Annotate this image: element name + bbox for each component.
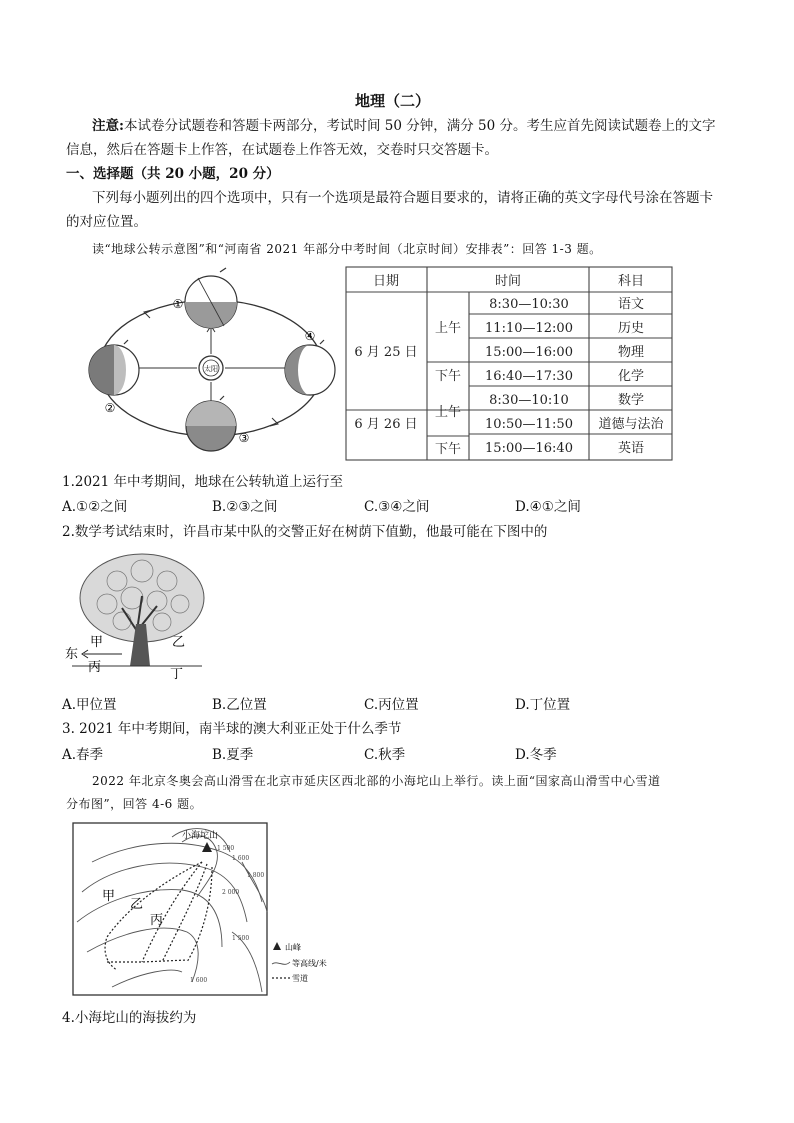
subject-cell: 物理 [617, 345, 645, 360]
map-legend [272, 942, 327, 983]
time-cell: 16:40—17:30 [485, 369, 573, 384]
legend-peak: 山峰 [285, 943, 301, 952]
question-2-stem: 2.数学考试结束时，许昌市某中队的交警正好在树荫下值勤，他最可能在下图中的 [62, 524, 548, 540]
day1-am: 上午 [434, 321, 462, 336]
question-3-options [0, 743, 794, 767]
option-c[interactable]: C.秋季 [364, 747, 406, 763]
notice-text-1: 本试卷分试题卷和答题卡两部分，考试时间 50 分钟，满分 50 分。考生应首先阅读试题卷上的文字 [123, 118, 716, 134]
peak-name: 小海坨山 [182, 831, 219, 841]
day2-pm: 下午 [434, 442, 462, 457]
option-b[interactable]: B.乙位置 [212, 697, 267, 713]
subject-cell: 化学 [617, 369, 645, 384]
question-3-stem: 3. 2021 年中考期间，南半球的澳大利亚正处于什么季节 [62, 721, 402, 737]
question-2-options [0, 693, 794, 717]
page-title: 地理（二） [355, 92, 431, 110]
legend-contour-icon [272, 962, 290, 964]
option-a[interactable]: A.①②之间 [62, 499, 128, 515]
question-4-stem: 4.小海坨山的海拔约为 [62, 1010, 197, 1026]
day1-date: 6 月 25 日 [354, 345, 418, 360]
subject-cell: 数学 [617, 393, 645, 408]
legend-peak-icon [273, 942, 281, 950]
notice-line-2: 信息，然后在答题卡上作答，在试题卷上作答无效，交卷时只交答题卡。 [66, 142, 498, 158]
option-d[interactable]: D.丁位置 [515, 697, 571, 713]
read-prompt-2-line-1: 2022 年北京冬奥会高山滑雪在北京市延庆区西北部的小海坨山上举行。读上面“国家高山滑雪中心雪道 [92, 774, 661, 788]
option-a[interactable]: A.春季 [62, 747, 104, 763]
legend-trail: 雪道 [292, 974, 308, 983]
notice-line-1 [92, 114, 716, 138]
option-d[interactable]: D.④①之间 [515, 499, 581, 515]
earth-position-3 [186, 396, 236, 451]
notice-label: 注意: [92, 118, 124, 134]
sun-label: 太阳 [204, 365, 218, 373]
day2-date: 6 月 26 日 [354, 417, 418, 432]
contour-label: 1 500 [217, 845, 235, 852]
orbit-diagram [80, 266, 342, 456]
map-label-yi: 乙 [130, 897, 144, 912]
option-c[interactable]: C.丙位置 [364, 697, 419, 713]
instruction-line-1: 下列每小题列出的四个选项中，只有一个选项是最符合题目要求的，请将正确的英文字母代号涂在答题卡 [92, 190, 713, 206]
day2-am: 上午 [434, 405, 462, 420]
tree-label-jia: 甲 [90, 635, 104, 650]
east-label: 东 [65, 647, 79, 662]
tree-shadow-figure [62, 546, 212, 681]
tree-label-bing: 丙 [88, 660, 102, 675]
option-a[interactable]: A.甲位置 [62, 697, 117, 713]
orbit-label-3: ③ [238, 431, 250, 445]
section-heading: 一、选择题（共 20 小题，20 分） [66, 166, 280, 182]
time-cell: 15:00—16:40 [485, 441, 573, 456]
legend-contour: 等高线/米 [292, 959, 327, 968]
subject-cell: 道德与法治 [598, 417, 664, 432]
contour-label: 1 800 [247, 872, 265, 879]
time-cell: 10:50—11:50 [485, 417, 573, 432]
time-cell: 8:30—10:30 [489, 297, 569, 312]
read-prompt-1: 读“地球公转示意图”和“河南省 2021 年部分中考时间（北京时间）安排表”：回答 1-3 题。 [92, 242, 602, 256]
subject-cell: 历史 [617, 321, 645, 336]
contour-label: 1 600 [190, 977, 208, 984]
contour-label: 1 500 [232, 935, 250, 942]
instruction-line-2: 的对应位置。 [66, 214, 147, 230]
tree-label-yi: 乙 [172, 635, 186, 650]
time-cell: 15:00—16:00 [485, 345, 573, 360]
orbit-label-1: ① [172, 297, 184, 311]
time-cell: 8:30—10:10 [489, 393, 569, 408]
ski-trail-contour-map [72, 822, 334, 998]
header-subject: 科目 [617, 274, 645, 289]
map-label-bing: 丙 [150, 913, 164, 928]
contour-label: 2 000 [222, 889, 240, 896]
earth-position-2 [89, 340, 139, 395]
header-time: 时间 [494, 274, 522, 289]
option-b[interactable]: B.②③之间 [212, 499, 278, 515]
option-d[interactable]: D.冬季 [515, 747, 557, 763]
subject-cell: 语文 [617, 297, 645, 312]
map-label-jia: 甲 [102, 889, 116, 904]
option-b[interactable]: B.夏季 [212, 747, 254, 763]
option-c[interactable]: C.③④之间 [364, 499, 430, 515]
earth-position-4 [285, 340, 335, 395]
day1-pm: 下午 [434, 369, 462, 384]
question-1-options [0, 495, 794, 519]
read-prompt-2-line-2: 分布图”，回答 4-6 题。 [66, 797, 203, 811]
earth-position-1 [185, 268, 237, 328]
exam-schedule-table [345, 266, 675, 462]
orbit-label-2: ② [104, 401, 116, 415]
orbit-label-4: ④ [304, 329, 316, 343]
time-cell: 11:10—12:00 [485, 321, 573, 336]
subject-cell: 英语 [617, 441, 645, 456]
contour-label: 1 600 [232, 855, 250, 862]
tree-label-ding: 丁 [170, 667, 184, 681]
header-date: 日期 [372, 274, 400, 289]
question-1-stem: 1.2021 年中考期间，地球在公转轨道上运行至 [62, 474, 344, 490]
